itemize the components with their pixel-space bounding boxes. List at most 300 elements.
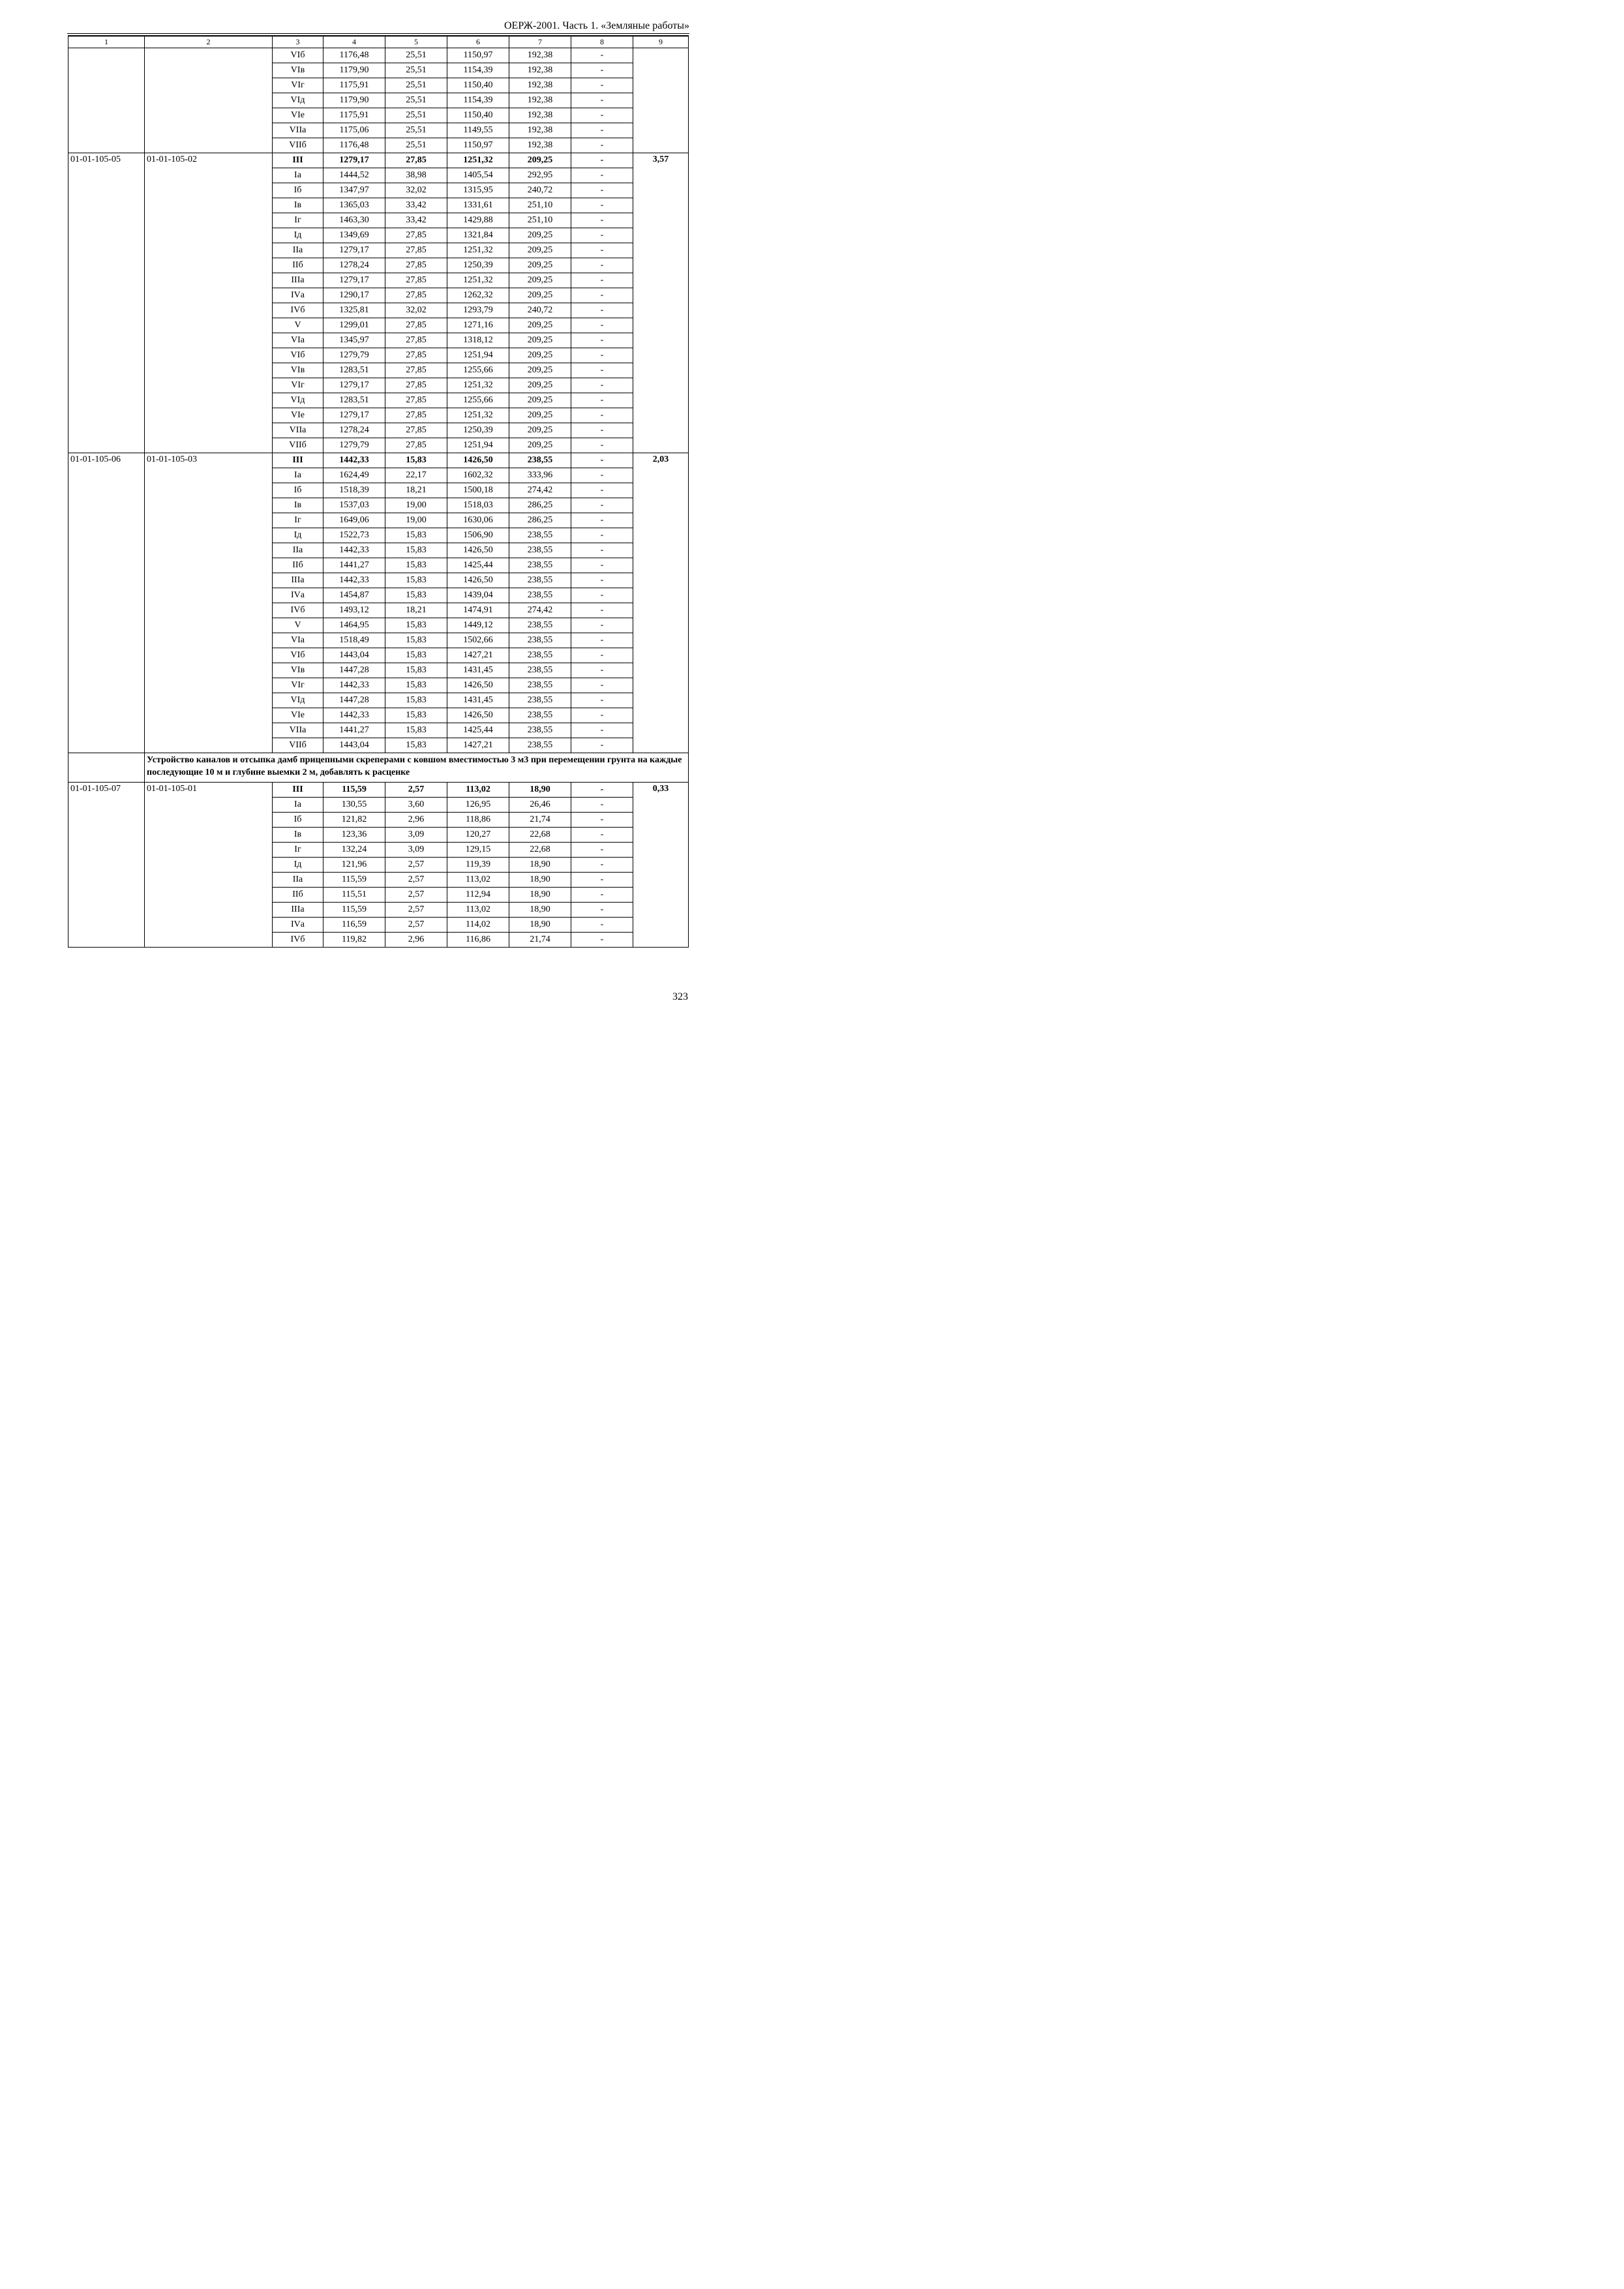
machinist-wages: 22,68 — [509, 843, 571, 858]
labor-wages: 33,42 — [385, 198, 447, 213]
materials: - — [571, 933, 633, 948]
direct-costs: 115,59 — [323, 783, 385, 798]
materials: - — [571, 273, 633, 288]
soil-category: IVа — [273, 288, 323, 303]
document-title: ОЕРЖ-2001. Часть 1. «Земляные работы» — [504, 20, 689, 31]
labor-cost-value: 2,03 — [633, 453, 689, 753]
machinist-wages: 209,25 — [509, 378, 571, 393]
direct-costs: 1279,17 — [323, 273, 385, 288]
machinist-wages: 18,90 — [509, 858, 571, 873]
machinist-wages: 238,55 — [509, 543, 571, 558]
column-number-row — [68, 36, 689, 48]
machinist-wages: 209,25 — [509, 393, 571, 408]
rate-code: 01-01-105-07 — [68, 783, 145, 948]
machinist-wages: 192,38 — [509, 48, 571, 63]
direct-costs: 1345,97 — [323, 333, 385, 348]
materials: - — [571, 288, 633, 303]
machinist-wages: 192,38 — [509, 123, 571, 138]
machinist-wages: 192,38 — [509, 138, 571, 153]
machine-operation: 119,39 — [447, 858, 509, 873]
machinist-wages: 238,55 — [509, 693, 571, 708]
labor-wages: 18,21 — [385, 603, 447, 618]
labor-wages: 15,83 — [385, 558, 447, 573]
direct-costs: 1175,91 — [323, 108, 385, 123]
labor-wages: 38,98 — [385, 168, 447, 183]
direct-costs: 132,24 — [323, 843, 385, 858]
direct-costs: 1179,90 — [323, 63, 385, 78]
direct-costs: 1649,06 — [323, 513, 385, 528]
materials: - — [571, 798, 633, 813]
machine-operation: 1426,50 — [447, 678, 509, 693]
direct-costs: 1537,03 — [323, 498, 385, 513]
machinist-wages: 251,10 — [509, 213, 571, 228]
direct-costs: 1447,28 — [323, 693, 385, 708]
materials: - — [571, 573, 633, 588]
machine-operation: 1449,12 — [447, 618, 509, 633]
materials: - — [571, 228, 633, 243]
machinist-wages: 238,55 — [509, 453, 571, 468]
machine-operation: 1293,79 — [447, 303, 509, 318]
machine-operation: 1426,50 — [447, 573, 509, 588]
machinist-wages: 21,74 — [509, 813, 571, 828]
direct-costs: 1442,33 — [323, 678, 385, 693]
machine-operation: 1251,32 — [447, 408, 509, 423]
machinist-wages: 286,25 — [509, 498, 571, 513]
machinist-wages: 209,25 — [509, 318, 571, 333]
page-header — [67, 20, 689, 34]
direct-costs: 1283,51 — [323, 393, 385, 408]
soil-category: VIIб — [273, 138, 323, 153]
soil-category: III — [273, 153, 323, 168]
materials: - — [571, 303, 633, 318]
machinist-wages: 22,68 — [509, 828, 571, 843]
soil-category: IIа — [273, 543, 323, 558]
machine-operation: 1427,21 — [447, 738, 509, 753]
soil-category: VIг — [273, 78, 323, 93]
materials: - — [571, 468, 633, 483]
rates-table — [68, 35, 689, 948]
machinist-wages: 238,55 — [509, 738, 571, 753]
machine-operation: 1427,21 — [447, 648, 509, 663]
column-number: 7 — [509, 36, 571, 48]
machine-operation: 1331,61 — [447, 198, 509, 213]
soil-category: Iб — [273, 483, 323, 498]
labor-wages: 15,83 — [385, 618, 447, 633]
direct-costs: 1176,48 — [323, 138, 385, 153]
direct-costs: 115,51 — [323, 888, 385, 903]
direct-costs: 1443,04 — [323, 738, 385, 753]
direct-costs: 1290,17 — [323, 288, 385, 303]
soil-category: VIв — [273, 363, 323, 378]
soil-category: VIе — [273, 108, 323, 123]
soil-category: VIIа — [273, 423, 323, 438]
direct-costs: 1444,52 — [323, 168, 385, 183]
machine-operation: 1426,50 — [447, 453, 509, 468]
materials: - — [571, 813, 633, 828]
machinist-wages: 240,72 — [509, 303, 571, 318]
materials: - — [571, 198, 633, 213]
direct-costs: 1279,79 — [323, 438, 385, 453]
machine-operation: 1405,54 — [447, 168, 509, 183]
labor-wages: 25,51 — [385, 63, 447, 78]
direct-costs: 1365,03 — [323, 198, 385, 213]
direct-costs: 1176,48 — [323, 48, 385, 63]
machine-operation: 1506,90 — [447, 528, 509, 543]
column-number: 5 — [385, 36, 447, 48]
soil-category: Iв — [273, 828, 323, 843]
materials: - — [571, 723, 633, 738]
labor-cost-value — [633, 48, 689, 153]
labor-wages: 2,57 — [385, 888, 447, 903]
soil-category: IIIа — [273, 573, 323, 588]
materials: - — [571, 903, 633, 918]
machine-operation: 129,15 — [447, 843, 509, 858]
machine-operation: 1255,66 — [447, 393, 509, 408]
labor-wages: 2,96 — [385, 933, 447, 948]
column-number: 2 — [145, 36, 273, 48]
soil-category: IIб — [273, 558, 323, 573]
direct-costs: 1325,81 — [323, 303, 385, 318]
materials: - — [571, 333, 633, 348]
soil-category: Iб — [273, 813, 323, 828]
direct-costs: 1442,33 — [323, 708, 385, 723]
soil-category: VIIа — [273, 723, 323, 738]
section-title: Устройство каналов и отсыпка дамб прицепными скреперами с ковшом вместимостью 3 м3 при перемещении грунта на каждые последующие 10 м и глубине выемки 2 м, добавлять к расценке — [145, 753, 689, 783]
materials: - — [571, 663, 633, 678]
machine-operation: 1431,45 — [447, 663, 509, 678]
direct-costs: 1279,17 — [323, 408, 385, 423]
soil-category: VIв — [273, 63, 323, 78]
machine-operation: 1250,39 — [447, 258, 509, 273]
soil-category: Iг — [273, 843, 323, 858]
machine-operation: 1251,94 — [447, 438, 509, 453]
machine-operation: 1150,97 — [447, 138, 509, 153]
direct-costs: 1518,39 — [323, 483, 385, 498]
materials: - — [571, 453, 633, 468]
rates-table-body — [68, 36, 689, 948]
materials: - — [571, 483, 633, 498]
materials: - — [571, 588, 633, 603]
materials: - — [571, 633, 633, 648]
materials: - — [571, 243, 633, 258]
direct-costs: 1349,69 — [323, 228, 385, 243]
materials: - — [571, 423, 633, 438]
direct-costs: 1442,33 — [323, 573, 385, 588]
direct-costs: 1175,06 — [323, 123, 385, 138]
table-row — [68, 153, 689, 168]
soil-category: VIд — [273, 693, 323, 708]
table-row — [68, 783, 689, 798]
soil-category: III — [273, 783, 323, 798]
labor-wages: 27,85 — [385, 333, 447, 348]
labor-wages: 2,57 — [385, 918, 447, 933]
table-row — [68, 48, 689, 63]
labor-wages: 2,57 — [385, 783, 447, 798]
machine-operation: 112,94 — [447, 888, 509, 903]
direct-costs: 123,36 — [323, 828, 385, 843]
machinist-wages: 21,74 — [509, 933, 571, 948]
machine-operation: 1425,44 — [447, 723, 509, 738]
soil-category: Iа — [273, 168, 323, 183]
labor-wages: 15,83 — [385, 663, 447, 678]
column-number: 1 — [68, 36, 145, 48]
labor-wages: 15,83 — [385, 573, 447, 588]
machinist-wages: 238,55 — [509, 528, 571, 543]
labor-wages: 33,42 — [385, 213, 447, 228]
machinist-wages: 209,25 — [509, 153, 571, 168]
machine-operation: 116,86 — [447, 933, 509, 948]
machinist-wages: 192,38 — [509, 78, 571, 93]
direct-costs: 1442,33 — [323, 543, 385, 558]
machine-operation: 1251,32 — [447, 243, 509, 258]
labor-wages: 27,85 — [385, 318, 447, 333]
machine-operation: 1474,91 — [447, 603, 509, 618]
direct-costs: 121,96 — [323, 858, 385, 873]
machinist-wages: 333,96 — [509, 468, 571, 483]
machine-operation: 1500,18 — [447, 483, 509, 498]
materials: - — [571, 918, 633, 933]
soil-category: Iг — [273, 213, 323, 228]
direct-costs: 115,59 — [323, 873, 385, 888]
labor-wages: 27,85 — [385, 408, 447, 423]
machine-operation: 1321,84 — [447, 228, 509, 243]
labor-wages: 25,51 — [385, 123, 447, 138]
materials: - — [571, 63, 633, 78]
materials: - — [571, 93, 633, 108]
column-number: 6 — [447, 36, 509, 48]
machinist-wages: 209,25 — [509, 363, 571, 378]
machinist-wages: 238,55 — [509, 678, 571, 693]
machinist-wages: 18,90 — [509, 783, 571, 798]
base-rate-code: 01-01-105-02 — [145, 153, 273, 453]
machine-operation: 1251,32 — [447, 153, 509, 168]
direct-costs: 1522,73 — [323, 528, 385, 543]
soil-category: VIг — [273, 678, 323, 693]
machine-operation: 1502,66 — [447, 633, 509, 648]
direct-costs: 1493,12 — [323, 603, 385, 618]
column-number: 8 — [571, 36, 633, 48]
machine-operation: 1251,94 — [447, 348, 509, 363]
machine-operation: 1149,55 — [447, 123, 509, 138]
direct-costs: 1279,17 — [323, 153, 385, 168]
machinist-wages: 18,90 — [509, 888, 571, 903]
labor-cost-value: 3,57 — [633, 153, 689, 453]
labor-wages: 15,83 — [385, 708, 447, 723]
machinist-wages: 209,25 — [509, 243, 571, 258]
materials: - — [571, 648, 633, 663]
soil-category: IIб — [273, 258, 323, 273]
materials: - — [571, 678, 633, 693]
materials: - — [571, 48, 633, 63]
labor-wages: 27,85 — [385, 348, 447, 363]
soil-category: IVа — [273, 918, 323, 933]
soil-category: IVб — [273, 603, 323, 618]
materials: - — [571, 843, 633, 858]
machinist-wages: 26,46 — [509, 798, 571, 813]
labor-wages: 15,83 — [385, 723, 447, 738]
labor-wages: 15,83 — [385, 633, 447, 648]
machinist-wages: 209,25 — [509, 348, 571, 363]
soil-category: IVб — [273, 303, 323, 318]
materials: - — [571, 558, 633, 573]
machine-operation: 1150,97 — [447, 48, 509, 63]
labor-wages: 3,60 — [385, 798, 447, 813]
machinist-wages: 192,38 — [509, 93, 571, 108]
machine-operation: 1439,04 — [447, 588, 509, 603]
direct-costs: 1179,90 — [323, 93, 385, 108]
labor-wages: 27,85 — [385, 288, 447, 303]
machine-operation: 1602,32 — [447, 468, 509, 483]
direct-costs: 130,55 — [323, 798, 385, 813]
direct-costs: 1441,27 — [323, 558, 385, 573]
machine-operation: 1318,12 — [447, 333, 509, 348]
direct-costs: 119,82 — [323, 933, 385, 948]
machinist-wages: 238,55 — [509, 663, 571, 678]
labor-wages: 25,51 — [385, 93, 447, 108]
soil-category: IVб — [273, 933, 323, 948]
soil-category: VIб — [273, 648, 323, 663]
direct-costs: 121,82 — [323, 813, 385, 828]
machine-operation: 1426,50 — [447, 708, 509, 723]
soil-category: VIб — [273, 348, 323, 363]
machine-operation: 1150,40 — [447, 78, 509, 93]
soil-category: Iа — [273, 468, 323, 483]
machinist-wages: 238,55 — [509, 708, 571, 723]
direct-costs: 1463,30 — [323, 213, 385, 228]
labor-wages: 15,83 — [385, 588, 447, 603]
base-rate-code — [145, 48, 273, 153]
soil-category: VIIа — [273, 123, 323, 138]
materials: - — [571, 738, 633, 753]
materials: - — [571, 408, 633, 423]
labor-wages: 25,51 — [385, 48, 447, 63]
machinist-wages: 238,55 — [509, 618, 571, 633]
materials: - — [571, 393, 633, 408]
machinist-wages: 209,25 — [509, 288, 571, 303]
materials: - — [571, 348, 633, 363]
labor-wages: 27,85 — [385, 273, 447, 288]
machine-operation: 120,27 — [447, 828, 509, 843]
direct-costs: 1518,49 — [323, 633, 385, 648]
materials: - — [571, 873, 633, 888]
direct-costs: 116,59 — [323, 918, 385, 933]
soil-category: Iв — [273, 498, 323, 513]
soil-category: IVа — [273, 588, 323, 603]
direct-costs: 1443,04 — [323, 648, 385, 663]
machine-operation: 126,95 — [447, 798, 509, 813]
machinist-wages: 274,42 — [509, 603, 571, 618]
machine-operation: 114,02 — [447, 918, 509, 933]
rate-code: 01-01-105-05 — [68, 153, 145, 453]
machinist-wages: 209,25 — [509, 438, 571, 453]
soil-category: VIе — [273, 408, 323, 423]
materials: - — [571, 123, 633, 138]
soil-category: VIе — [273, 708, 323, 723]
machine-operation: 118,86 — [447, 813, 509, 828]
materials: - — [571, 183, 633, 198]
soil-category: Iв — [273, 198, 323, 213]
machinist-wages: 18,90 — [509, 903, 571, 918]
labor-wages: 27,85 — [385, 393, 447, 408]
materials: - — [571, 828, 633, 843]
machine-operation: 1425,44 — [447, 558, 509, 573]
machinist-wages: 209,25 — [509, 258, 571, 273]
labor-wages: 32,02 — [385, 303, 447, 318]
labor-wages: 19,00 — [385, 513, 447, 528]
machine-operation: 113,02 — [447, 783, 509, 798]
machine-operation: 1250,39 — [447, 423, 509, 438]
machinist-wages: 209,25 — [509, 408, 571, 423]
materials: - — [571, 168, 633, 183]
materials: - — [571, 693, 633, 708]
soil-category: VIд — [273, 93, 323, 108]
machine-operation: 1154,39 — [447, 63, 509, 78]
direct-costs: 1441,27 — [323, 723, 385, 738]
soil-category: Iд — [273, 228, 323, 243]
machine-operation: 1429,88 — [447, 213, 509, 228]
machine-operation: 1251,32 — [447, 378, 509, 393]
column-number: 4 — [323, 36, 385, 48]
labor-wages: 32,02 — [385, 183, 447, 198]
machine-operation: 1315,95 — [447, 183, 509, 198]
materials: - — [571, 363, 633, 378]
direct-costs: 1278,24 — [323, 423, 385, 438]
soil-category: VIд — [273, 393, 323, 408]
machinist-wages: 240,72 — [509, 183, 571, 198]
materials: - — [571, 618, 633, 633]
base-rate-code: 01-01-105-03 — [145, 453, 273, 753]
machinist-wages: 18,90 — [509, 918, 571, 933]
direct-costs: 1175,91 — [323, 78, 385, 93]
materials: - — [571, 108, 633, 123]
soil-category: VIб — [273, 48, 323, 63]
soil-category: VIа — [273, 333, 323, 348]
machinist-wages: 292,95 — [509, 168, 571, 183]
labor-wages: 27,85 — [385, 258, 447, 273]
materials: - — [571, 318, 633, 333]
section-spacer — [68, 753, 145, 783]
table-row — [68, 453, 689, 468]
direct-costs: 1454,87 — [323, 588, 385, 603]
machinist-wages: 192,38 — [509, 63, 571, 78]
machinist-wages: 209,25 — [509, 228, 571, 243]
labor-wages: 2,57 — [385, 903, 447, 918]
machine-operation: 1431,45 — [447, 693, 509, 708]
machinist-wages: 18,90 — [509, 873, 571, 888]
materials: - — [571, 378, 633, 393]
materials: - — [571, 498, 633, 513]
labor-wages: 27,85 — [385, 153, 447, 168]
soil-category: IIIа — [273, 903, 323, 918]
direct-costs: 1442,33 — [323, 453, 385, 468]
labor-wages: 27,85 — [385, 438, 447, 453]
labor-wages: 2,57 — [385, 873, 447, 888]
machine-operation: 1150,40 — [447, 108, 509, 123]
machine-operation: 1262,32 — [447, 288, 509, 303]
direct-costs: 115,59 — [323, 903, 385, 918]
direct-costs: 1624,49 — [323, 468, 385, 483]
machinist-wages: 238,55 — [509, 723, 571, 738]
base-rate-code: 01-01-105-01 — [145, 783, 273, 948]
direct-costs: 1279,17 — [323, 243, 385, 258]
labor-wages: 27,85 — [385, 363, 447, 378]
machine-operation: 113,02 — [447, 873, 509, 888]
rate-code: 01-01-105-06 — [68, 453, 145, 753]
materials: - — [571, 708, 633, 723]
column-number: 9 — [633, 36, 689, 48]
labor-wages: 27,85 — [385, 423, 447, 438]
labor-wages: 2,96 — [385, 813, 447, 828]
